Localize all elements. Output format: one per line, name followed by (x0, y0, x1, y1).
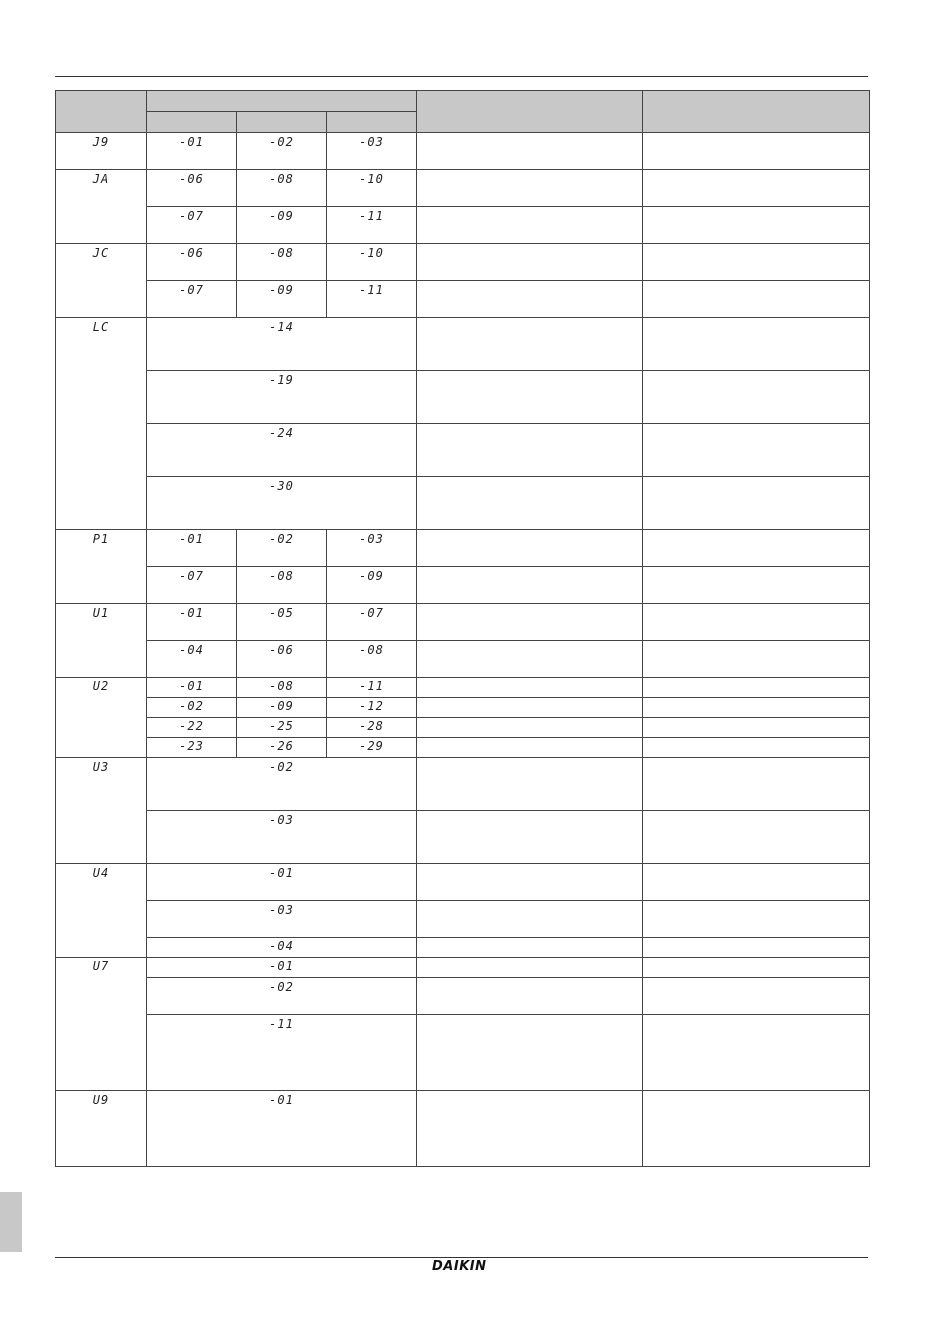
sub-code: -14 (147, 318, 417, 371)
header-main-code (56, 91, 147, 133)
trigger-cell (643, 901, 870, 938)
description-cell (417, 371, 643, 424)
main-code: JC (56, 244, 147, 318)
description-cell (417, 424, 643, 477)
table-row (56, 978, 870, 1015)
main-code: LC (56, 318, 147, 530)
daikin-logo: DAIKIN (432, 1259, 487, 1274)
sub-code: -08 (237, 678, 327, 698)
trigger-cell (643, 678, 870, 698)
main-code: U7 (56, 958, 147, 1091)
sub-code: -09 (237, 207, 327, 244)
sub-code: -05 (237, 604, 327, 641)
sub-code: -11 (327, 207, 417, 244)
sub-code: -09 (327, 567, 417, 604)
trigger-cell (643, 281, 870, 318)
description-cell (417, 978, 643, 1015)
sub-code: -26 (237, 738, 327, 758)
trigger-cell (643, 758, 870, 811)
sub-code: -08 (237, 170, 327, 207)
sub-code: -11 (327, 678, 417, 698)
table-row (56, 718, 870, 738)
header-sub-col-1 (147, 112, 237, 133)
trigger-cell (643, 811, 870, 864)
header-trigger (643, 91, 870, 133)
trigger-cell (643, 530, 870, 567)
description-cell (417, 718, 643, 738)
table-row (56, 133, 870, 170)
chapter-tab (0, 1192, 22, 1252)
sub-code: -07 (147, 281, 237, 318)
header-sub-code (147, 91, 417, 112)
description-cell (417, 170, 643, 207)
trigger-cell (643, 133, 870, 170)
table-row (56, 698, 870, 718)
sub-code: -10 (327, 170, 417, 207)
trigger-cell (643, 1015, 870, 1091)
description-cell (417, 567, 643, 604)
sub-code: -22 (147, 718, 237, 738)
sub-code: -01 (147, 864, 417, 901)
table-row (56, 901, 870, 938)
sub-code: -06 (147, 170, 237, 207)
description-cell (417, 318, 643, 371)
trigger-cell (643, 318, 870, 371)
sub-code: -08 (237, 244, 327, 281)
table-row (56, 864, 870, 901)
description-cell (417, 207, 643, 244)
sub-code: -23 (147, 738, 237, 758)
table-row (56, 811, 870, 864)
table-row (56, 678, 870, 698)
description-cell (417, 477, 643, 530)
description-cell (417, 1015, 643, 1091)
sub-code: -03 (327, 530, 417, 567)
trigger-cell (643, 718, 870, 738)
trigger-cell (643, 864, 870, 901)
sub-code: -01 (147, 133, 237, 170)
sub-code: -12 (327, 698, 417, 718)
description-cell (417, 938, 643, 958)
description-cell (417, 133, 643, 170)
sub-code: -10 (327, 244, 417, 281)
description-cell (417, 678, 643, 698)
sub-code: -28 (327, 718, 417, 738)
main-code: U3 (56, 758, 147, 864)
main-code: JA (56, 170, 147, 244)
table-row (56, 207, 870, 244)
main-code: P1 (56, 530, 147, 604)
trigger-cell (643, 170, 870, 207)
description-cell (417, 811, 643, 864)
main-code: U2 (56, 678, 147, 758)
sub-code: -11 (327, 281, 417, 318)
table-row (56, 424, 870, 477)
table-row (56, 758, 870, 811)
sub-code: -30 (147, 477, 417, 530)
trigger-cell (643, 1091, 870, 1167)
description-cell (417, 864, 643, 901)
sub-code: -02 (237, 530, 327, 567)
table-row (56, 938, 870, 958)
trigger-cell (643, 978, 870, 1015)
description-cell (417, 758, 643, 811)
table-row (56, 244, 870, 281)
sub-code: -06 (237, 641, 327, 678)
sub-code: -19 (147, 371, 417, 424)
description-cell (417, 738, 643, 758)
trigger-cell (643, 244, 870, 281)
main-code: J9 (56, 133, 147, 170)
sub-code: -07 (147, 567, 237, 604)
description-cell (417, 901, 643, 938)
trigger-cell (643, 641, 870, 678)
description-cell (417, 281, 643, 318)
table-row (56, 567, 870, 604)
error-code-table (55, 90, 870, 1167)
table-row (56, 1091, 870, 1167)
sub-code: -24 (147, 424, 417, 477)
table-row (56, 318, 870, 371)
sub-code: -29 (327, 738, 417, 758)
description-cell (417, 641, 643, 678)
sub-code: -08 (327, 641, 417, 678)
trigger-cell (643, 477, 870, 530)
description-cell (417, 604, 643, 641)
description-cell (417, 530, 643, 567)
description-cell (417, 958, 643, 978)
sub-code: -02 (147, 758, 417, 811)
trigger-cell (643, 424, 870, 477)
trigger-cell (643, 958, 870, 978)
sub-code: -01 (147, 530, 237, 567)
footer-rule (55, 1257, 868, 1258)
sub-code: -01 (147, 1091, 417, 1167)
description-cell (417, 244, 643, 281)
table-row (56, 281, 870, 318)
sub-code: -03 (327, 133, 417, 170)
sub-code: -01 (147, 678, 237, 698)
sub-code: -02 (147, 698, 237, 718)
sub-code: -03 (147, 901, 417, 938)
header-rule (55, 76, 868, 77)
trigger-cell (643, 698, 870, 718)
table-row (56, 738, 870, 758)
sub-code: -04 (147, 641, 237, 678)
sub-code: -09 (237, 281, 327, 318)
trigger-cell (643, 371, 870, 424)
trigger-cell (643, 738, 870, 758)
table-row (56, 170, 870, 207)
sub-code: -09 (237, 698, 327, 718)
main-code: U9 (56, 1091, 147, 1167)
sub-code: -07 (327, 604, 417, 641)
main-code: U4 (56, 864, 147, 958)
header-sub-col-2 (237, 112, 327, 133)
table-row (56, 641, 870, 678)
sub-code: -04 (147, 938, 417, 958)
table-row (56, 477, 870, 530)
sub-code: -02 (147, 978, 417, 1015)
main-code: U1 (56, 604, 147, 678)
sub-code: -01 (147, 958, 417, 978)
sub-code: -25 (237, 718, 327, 738)
trigger-cell (643, 207, 870, 244)
trigger-cell (643, 567, 870, 604)
table-row (56, 371, 870, 424)
sub-code: -11 (147, 1015, 417, 1091)
sub-code: -08 (237, 567, 327, 604)
trigger-cell (643, 938, 870, 958)
sub-code: -07 (147, 207, 237, 244)
description-cell (417, 1091, 643, 1167)
trigger-cell (643, 604, 870, 641)
sub-code: -06 (147, 244, 237, 281)
header-description (417, 91, 643, 133)
header-sub-col-3 (327, 112, 417, 133)
description-cell (417, 698, 643, 718)
sub-code: -03 (147, 811, 417, 864)
table-row (56, 530, 870, 567)
sub-code: -01 (147, 604, 237, 641)
table-row (56, 958, 870, 978)
table-row (56, 604, 870, 641)
sub-code: -02 (237, 133, 327, 170)
table-row (56, 1015, 870, 1091)
